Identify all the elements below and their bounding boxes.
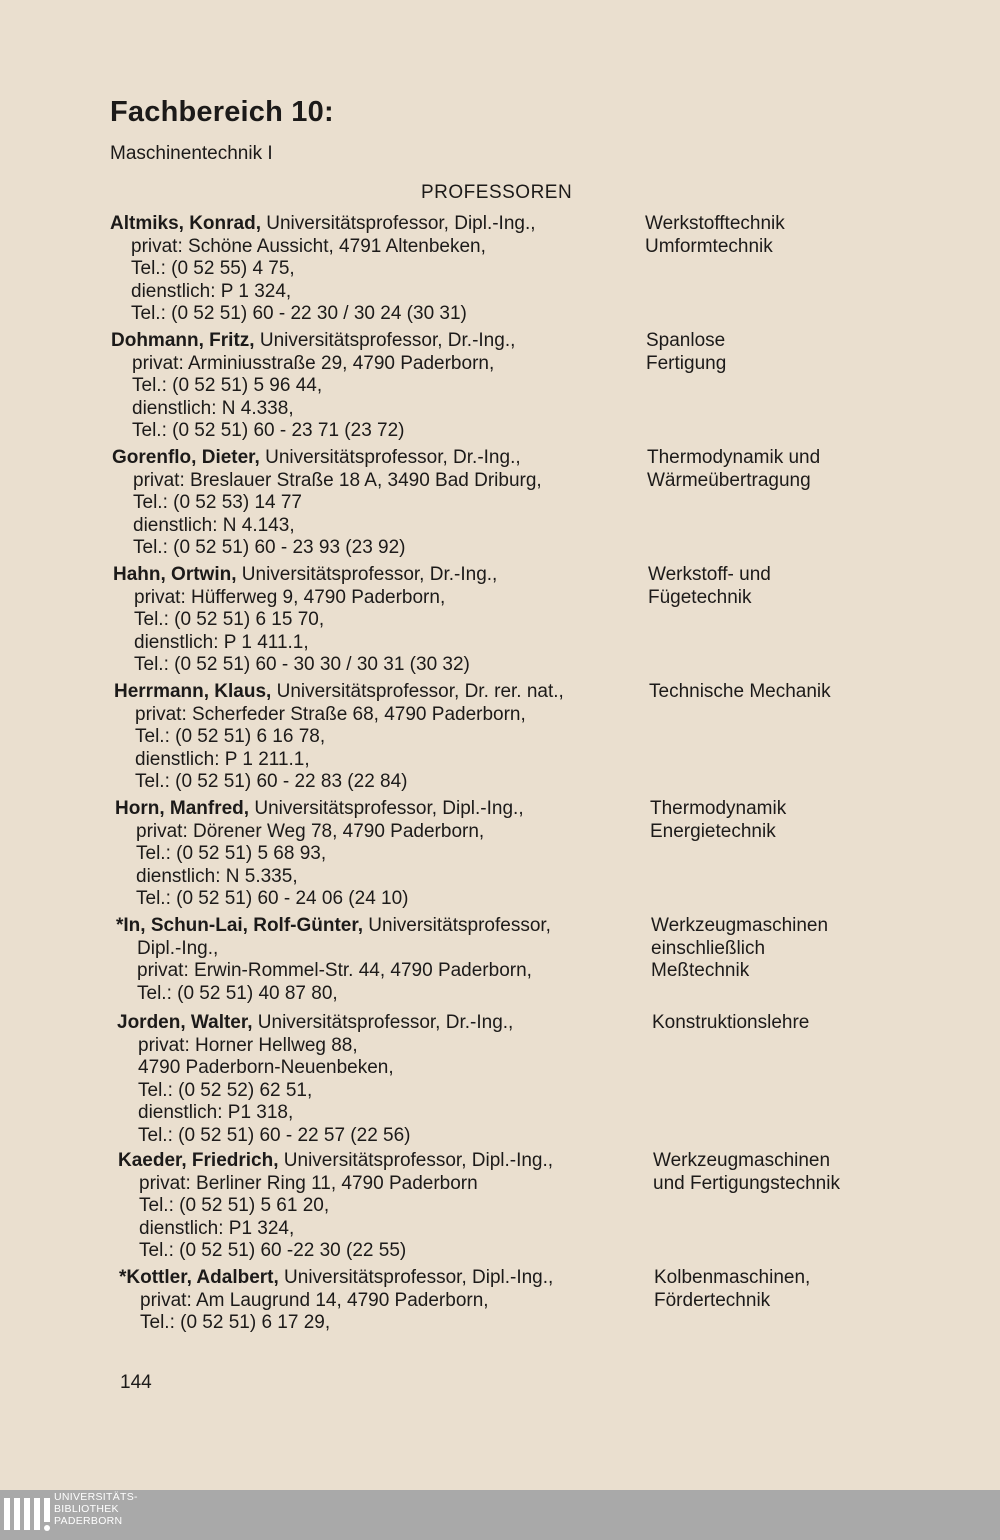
contact-line: dienstlich: P1 324, <box>139 1217 295 1239</box>
professor-heading-line <box>116 915 636 938</box>
contact-line: privat: Dörener Weg 78, 4790 Paderborn, <box>136 820 485 842</box>
contact-line: Tel.: (0 52 51) 40 87 80, <box>137 982 338 1004</box>
contact-line: Tel.: (0 52 51) 5 61 20, <box>139 1195 330 1216</box>
contact-line: Tel.: (0 52 51) 5 68 93, <box>136 843 327 864</box>
subject-area-line: Werkstoff- und <box>648 564 771 585</box>
contact-line: privat: Hüfferweg 9, 4790 Paderborn, <box>134 586 446 608</box>
contact-line: Tel.: (0 52 51) 60 - 23 93 (23 92) <box>133 537 406 558</box>
professor-title: Universitätsprofessor, Dr. rer. nat., <box>271 681 564 702</box>
professor-heading-line <box>111 330 631 353</box>
contact-line: Tel.: (0 52 51) 60 - 24 06 (24 10) <box>136 888 409 909</box>
subject-area <box>645 213 965 258</box>
contact-line: Tel.: (0 52 51) 60 -22 30 (22 55) <box>139 1240 407 1261</box>
subject-area-line: Umformtechnik <box>645 235 773 257</box>
section-heading: PROFESSOREN <box>421 182 573 203</box>
professor-title: Universitätsprofessor, Dipl.-Ing., <box>278 1150 554 1171</box>
professor-details <box>116 915 636 1005</box>
professor-name: Kaeder, Friedrich, <box>118 1150 279 1171</box>
contact-line: dienstlich: N 4.338, <box>132 397 294 419</box>
subject-area-line: Thermodynamik und <box>647 447 821 468</box>
subject-area-line: Meßtechnik <box>651 960 750 981</box>
professor-name: Herrmann, Klaus, <box>114 681 272 702</box>
contact-line: Tel.: (0 52 55) 4 75, <box>131 258 295 279</box>
contact-line: Tel.: (0 52 51) 6 15 70, <box>134 609 325 630</box>
professor-name: *In, Schun-Lai, Rolf-Günter, <box>116 915 363 936</box>
contact-line: privat: Berliner Ring 11, 4790 Paderborn <box>139 1172 478 1194</box>
contact-line: dienstlich: P 1 211.1, <box>135 748 310 770</box>
contact-line: Tel.: (0 52 51) 60 - 22 57 (22 56) <box>138 1124 411 1146</box>
library-name <box>54 1491 138 1527</box>
contact-line: privat: Am Laugrund 14, 4790 Paderborn, <box>140 1289 489 1311</box>
contact-line: Tel.: (0 52 51) 5 96 44, <box>132 375 323 396</box>
professor-title: Universitätsprofessor, Dr.-Ing., <box>254 330 516 351</box>
contact-line: dienstlich: P1 318, <box>138 1102 294 1123</box>
contact-line: dienstlich: P 1 411.1, <box>134 631 309 653</box>
contact-line: Tel.: (0 52 52) 62 51, <box>138 1079 313 1101</box>
subject-area-line: Kolbenmaschinen, <box>654 1267 811 1288</box>
library-footer <box>0 1490 1000 1540</box>
subject-area-line: Fördertechnik <box>654 1289 771 1311</box>
professor-heading-line <box>113 564 633 587</box>
subject-area-line: Fügetechnik <box>648 586 752 608</box>
contact-line: privat: Horner Hellweg 88, <box>138 1034 358 1056</box>
subject-area <box>652 1012 972 1035</box>
professor-title: Universitätsprofessor, Dipl.-Ing., <box>260 213 536 234</box>
contact-line: privat: Scherfeder Straße 68, 4790 Paderborn, <box>135 703 526 725</box>
subject-area-line: Spanlose <box>646 330 726 351</box>
subject-area-line: Werkzeugmaschinen <box>651 915 829 936</box>
professor-name: Dohmann, Fritz, <box>111 330 255 351</box>
professor-name: *Kottler, Adalbert, <box>119 1267 279 1288</box>
subject-area <box>648 564 968 609</box>
subject-area-line: Thermodynamik <box>650 798 787 819</box>
page-number: 144 <box>120 1372 152 1393</box>
professor-details <box>112 447 632 560</box>
professor-details <box>114 681 634 794</box>
page-subtitle: Maschinentechnik I <box>110 143 273 164</box>
professor-details <box>115 798 635 911</box>
contact-line: dienstlich: N 5.335, <box>136 865 298 887</box>
professor-heading-line <box>118 1150 638 1173</box>
subject-area-line: Wärmeübertragung <box>647 469 811 491</box>
professor-name: Jorden, Walter, <box>117 1012 253 1033</box>
professor-details <box>110 213 630 326</box>
subject-area <box>654 1267 974 1312</box>
subject-area <box>646 330 966 375</box>
contact-line: Tel.: (0 52 51) 60 - 22 83 (22 84) <box>135 771 408 792</box>
professor-details <box>119 1267 639 1335</box>
professor-heading-line <box>119 1267 639 1290</box>
contact-line: Tel.: (0 52 51) 60 - 30 30 / 30 31 (30 32) <box>134 654 470 675</box>
subject-area <box>651 915 971 983</box>
contact-line: privat: Arminiusstraße 29, 4790 Paderborn, <box>132 352 495 374</box>
contact-line: 4790 Paderborn-Neuenbeken, <box>138 1057 394 1078</box>
subject-area <box>650 798 970 843</box>
professor-details <box>113 564 633 677</box>
contact-line: privat: Erwin-Rommel-Str. 44, 4790 Paderborn, <box>137 960 532 981</box>
professor-details <box>118 1150 638 1263</box>
subject-area-line: Werkstofftechnik <box>645 213 785 234</box>
professor-title: Universitätsprofessor, Dr.-Ing., <box>236 564 498 585</box>
subject-area-line: Energietechnik <box>650 820 776 842</box>
subject-area-line: Konstruktionslehre <box>652 1012 810 1033</box>
subject-area-line: und Fertigungstechnik <box>653 1172 840 1194</box>
library-logo-icon <box>4 1492 50 1536</box>
professor-title: Universitätsprofessor, Dr.-Ing., <box>252 1012 514 1033</box>
professor-heading-line <box>114 681 634 704</box>
library-name-line: UNIVERSITÄTS- <box>54 1491 138 1503</box>
professor-details <box>111 330 631 443</box>
professor-title: Universitätsprofessor, Dipl.-Ing., <box>278 1267 554 1288</box>
contact-line: Tel.: (0 52 51) 6 16 78, <box>135 726 326 747</box>
professor-heading-line <box>110 213 630 236</box>
professor-title: Universitätsprofessor, Dipl.-Ing., <box>249 798 524 819</box>
contact-line: privat: Breslauer Straße 18 A, 3490 Bad Driburg, <box>133 469 542 491</box>
contact-line: Tel.: (0 52 51) 6 17 29, <box>140 1312 331 1333</box>
professor-heading-line <box>112 447 632 470</box>
library-name-line: BIBLIOTHEK <box>54 1503 119 1515</box>
professor-name: Hahn, Ortwin, <box>113 564 237 585</box>
subject-area <box>649 681 969 704</box>
professor-heading-line <box>117 1012 637 1035</box>
subject-area-line: Technische Mechanik <box>649 681 831 702</box>
contact-line: dienstlich: N 4.143, <box>133 514 295 536</box>
subject-area-line: Fertigung <box>646 352 727 374</box>
subject-area <box>653 1150 973 1195</box>
contact-line: Tel.: (0 52 51) 60 - 23 71 (23 72) <box>132 420 405 441</box>
subject-area-line: Werkzeugmaschinen <box>653 1150 831 1171</box>
contact-line: dienstlich: P 1 324, <box>131 280 292 302</box>
contact-line: Tel.: (0 52 51) 60 - 22 30 / 30 24 (30 31) <box>131 303 467 324</box>
professor-details <box>117 1012 637 1147</box>
professor-name: Gorenflo, Dieter, <box>112 447 260 468</box>
professor-name: Altmiks, Konrad, <box>110 213 261 234</box>
page-title: Fachbereich 10: <box>110 96 334 128</box>
contact-line: Tel.: (0 52 53) 14 77 <box>133 492 302 513</box>
professor-name: Horn, Manfred, <box>115 798 250 819</box>
professor-title: Universitätsprofessor, <box>363 915 551 936</box>
library-name-line: PADERBORN <box>54 1515 123 1527</box>
professor-heading-line <box>115 798 635 821</box>
subject-area-line: einschließlich <box>651 937 766 959</box>
contact-line: privat: Schöne Aussicht, 4791 Altenbeken, <box>131 235 486 257</box>
subject-area <box>647 447 967 492</box>
professor-title: Universitätsprofessor, Dr.-Ing., <box>259 447 521 468</box>
contact-line: Dipl.-Ing., <box>137 937 219 959</box>
